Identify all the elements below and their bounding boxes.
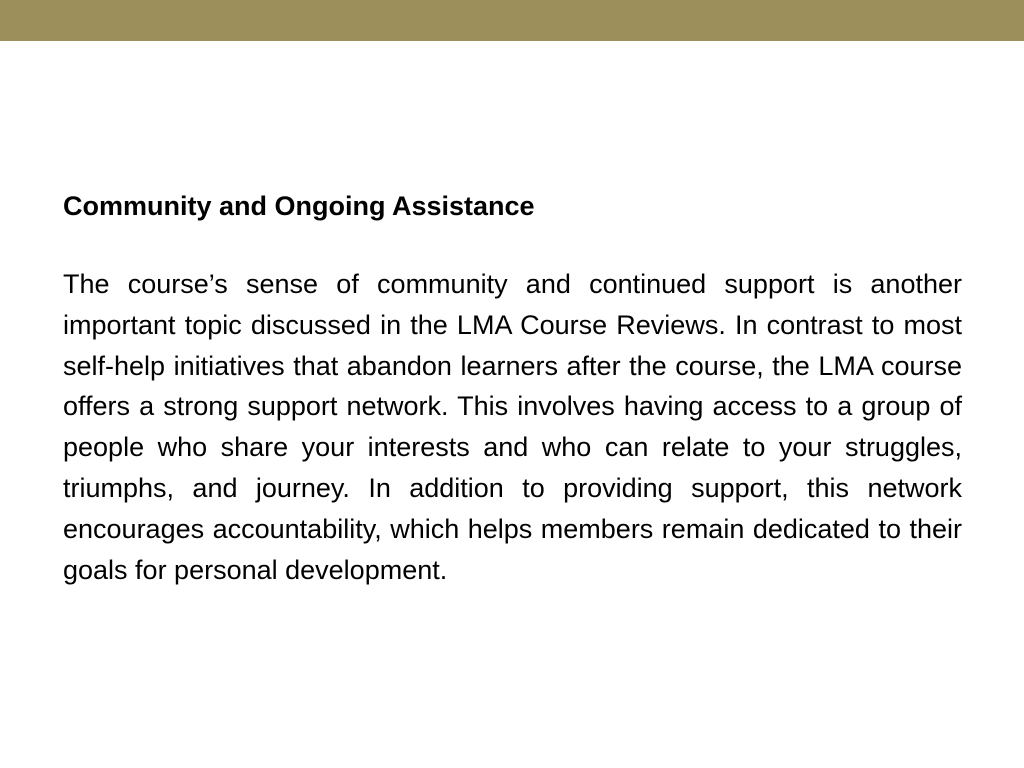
slide-paragraph: The course’s sense of community and continued support is another important topic discussed in the LMA Course Reviews. In contrast to most self-help initiatives that abandon learners after the course, the LMA course offers a strong support network. This involves having access to a group of people who share your interests and who can relate to your struggles, triumphs, and journey. In addition to providing support, this network encourages accountability, which helps members remain dedicated to their goals for personal development. — [63, 269, 962, 585]
top-color-band — [0, 0, 1024, 41]
slide-content — [63, 186, 962, 590]
slide-heading: Community and Ongoing Assistance — [63, 191, 535, 221]
